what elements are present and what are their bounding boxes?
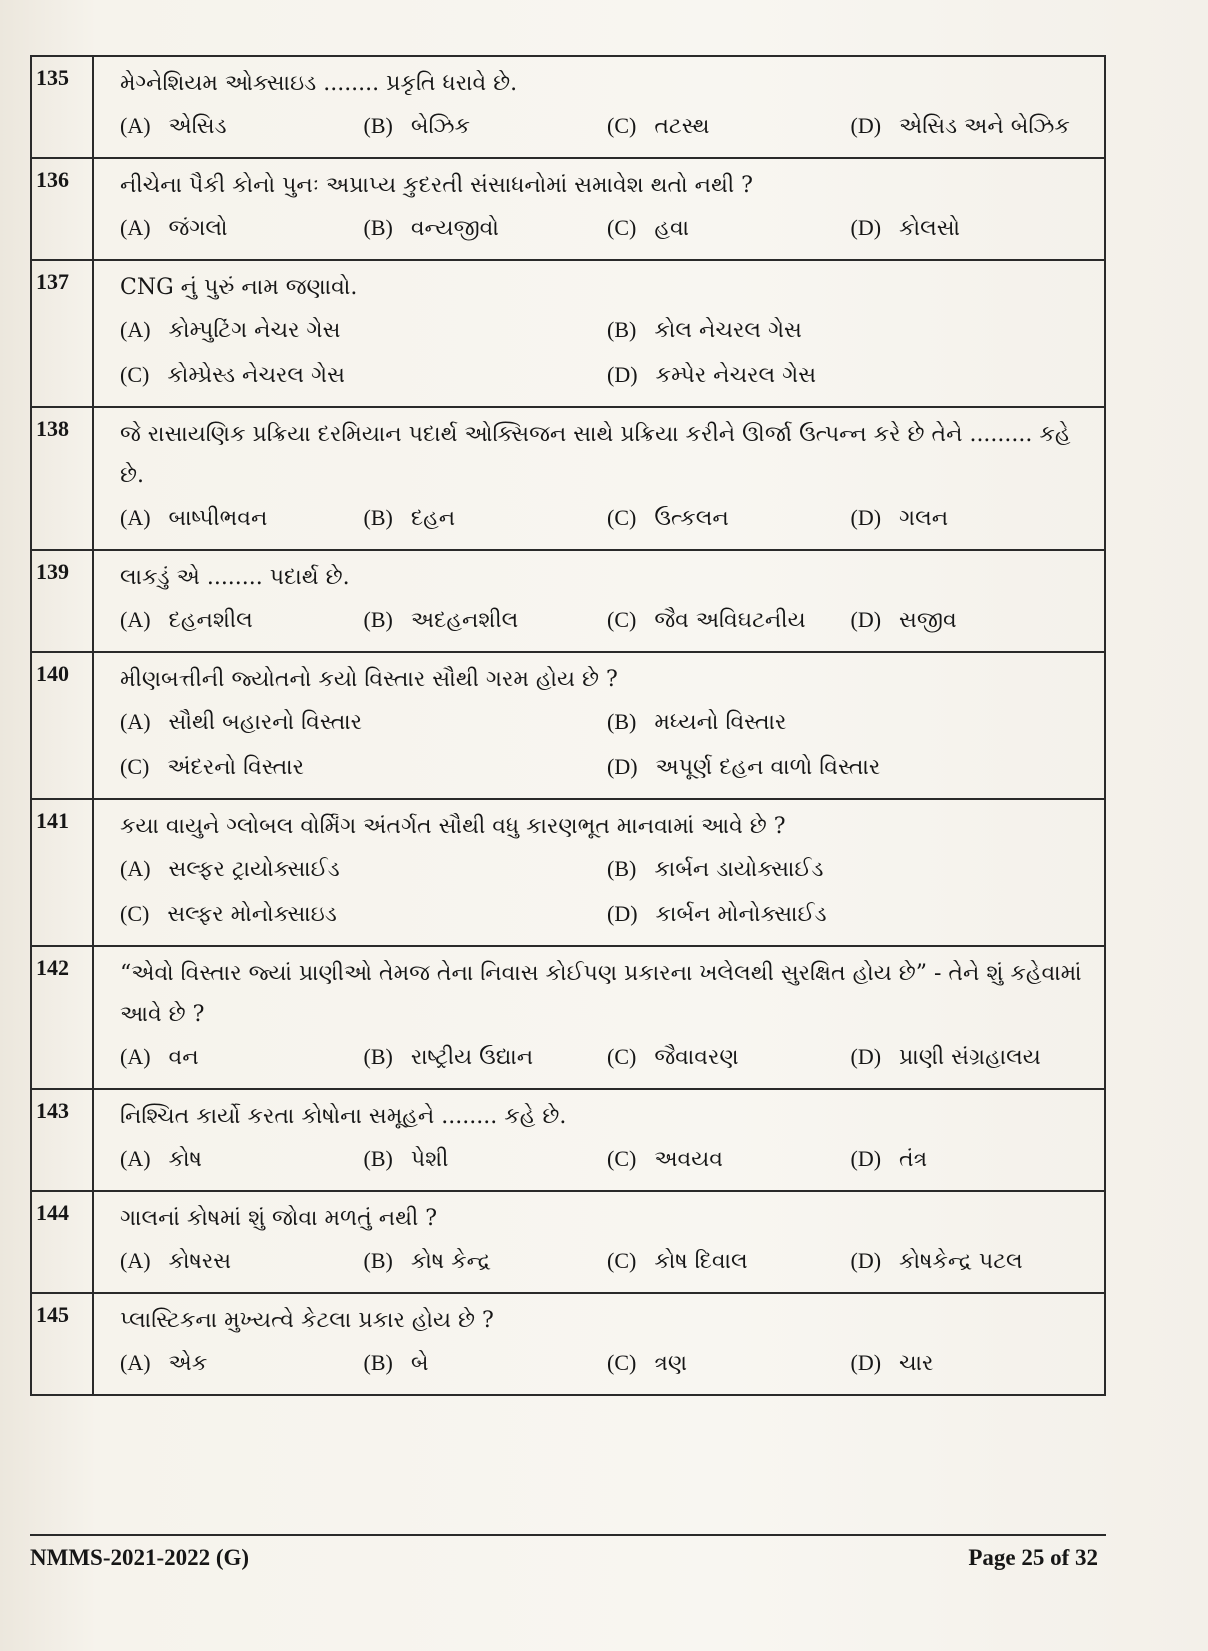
option-text: દહન [410, 506, 456, 531]
option [851, 1035, 1095, 1080]
option-list [120, 1137, 1094, 1182]
option-letter: (C) [607, 113, 637, 138]
question-list [31, 56, 1105, 1395]
option-list [120, 1035, 1094, 1080]
option-text: પ્રાણી સંગ્રહાલય [899, 1045, 1041, 1070]
question-body [93, 1293, 1105, 1395]
option-letter: (D) [850, 215, 882, 240]
option [120, 496, 364, 541]
question-row [31, 56, 1105, 158]
option-letter: (C) [607, 607, 637, 632]
option-letter: (A) [120, 1248, 151, 1273]
option [120, 353, 607, 398]
question-number: 138 [31, 407, 93, 550]
question-text: પ્લાસ્ટિકના મુખ્યત્વે કેટલા પ્રકાર હોય છે ? [120, 1308, 494, 1333]
question-text: “એવો વિસ્તાર જ્યાં પ્રાણીઓ તેમજ તેના નિવાસ કોઈપણ પ્રકારના ખલેલથી સુરક્ષિત હોય છે” - તેને શું કહેવામાં આવે છે ? [120, 961, 1082, 1027]
option [851, 496, 1095, 541]
option-letter: (D) [850, 607, 882, 632]
option-text: મધ્યનો વિસ્તાર [654, 710, 787, 735]
option-letter: (A) [120, 215, 151, 240]
option [364, 1341, 608, 1386]
option-letter: (D) [850, 1146, 882, 1171]
option [120, 104, 364, 149]
option-letter: (B) [607, 856, 637, 881]
option [607, 308, 1094, 353]
footer-rule [30, 1534, 1106, 1536]
option-letter: (A) [120, 1146, 151, 1171]
option [120, 700, 607, 745]
option [364, 104, 608, 149]
option-text: ગલન [899, 506, 949, 531]
option-text: જૈવ અવિઘટનીય [654, 608, 806, 633]
option-text: પેશી [410, 1147, 449, 1172]
option-list [120, 206, 1094, 251]
option-letter: (A) [120, 113, 151, 138]
option-text: એસિડ અને બેઝિક [899, 114, 1070, 139]
option [364, 1137, 608, 1182]
option-letter: (C) [607, 215, 637, 240]
option-letter: (A) [120, 607, 151, 632]
option [120, 308, 607, 353]
option [607, 745, 1094, 790]
option-text: જૈવાવરણ [654, 1045, 739, 1070]
question-number: 142 [31, 946, 93, 1089]
question-text: જે રાસાયણિક પ્રક્રિયા દરમિયાન પદાર્થ ઓક્સિજન સાથે પ્રક્રિયા કરીને ઊર્જા ઉત્પન્ન કરે છે તેને ......... કહે છે. [120, 422, 1071, 488]
question-row [31, 158, 1105, 260]
option-list [120, 308, 1094, 398]
question-body [93, 1089, 1105, 1191]
option [364, 206, 608, 251]
option-letter: (C) [120, 362, 150, 387]
option-letter: (B) [607, 709, 637, 734]
question-number: 136 [31, 158, 93, 260]
question-body [93, 407, 1105, 550]
question-body [93, 550, 1105, 652]
option-list [120, 847, 1094, 937]
option-text: અપૂર્ણ દહન વાળો વિસ્તાર [655, 755, 881, 780]
option-letter: (A) [120, 317, 151, 342]
option-text: સલ્ફર ટ્રાયોક્સાઈડ [168, 857, 340, 882]
option [120, 745, 607, 790]
option [607, 1341, 851, 1386]
option [120, 1137, 364, 1182]
option-letter: (B) [363, 607, 393, 632]
option [607, 104, 851, 149]
option-text: સૌથી બહારનો વિસ્તાર [168, 710, 363, 735]
option [120, 892, 607, 937]
option-text: બાષ્પીભવન [168, 506, 268, 531]
option-letter: (C) [120, 754, 150, 779]
option-letter: (A) [120, 1350, 151, 1375]
question-body [93, 799, 1105, 946]
option [364, 1035, 608, 1080]
option [851, 206, 1095, 251]
option-text: ત્રણ [654, 1351, 688, 1376]
question-row [31, 799, 1105, 946]
option-list [120, 700, 1094, 790]
option-letter: (A) [120, 856, 151, 881]
question-number: 144 [31, 1191, 93, 1293]
question-number: 145 [31, 1293, 93, 1395]
option-text: અવયવ [654, 1147, 723, 1172]
question-text: ગાલનાં કોષમાં શું જોવા મળતું નથી ? [120, 1206, 438, 1231]
option-text: જંગલો [168, 216, 228, 241]
option-letter: (C) [607, 1350, 637, 1375]
option-text: તટસ્થ [654, 114, 710, 139]
option [120, 1239, 364, 1284]
question-body [93, 1191, 1105, 1293]
option-text: કમ્પેર નેચરલ ગેસ [655, 363, 817, 388]
option [851, 104, 1095, 149]
option-letter: (B) [363, 1146, 393, 1171]
option-text: તંત્ર [899, 1147, 928, 1172]
option-text: ઉત્કલન [654, 506, 729, 531]
option-text: અંદરનો વિસ્તાર [167, 755, 305, 780]
option [364, 598, 608, 643]
option-text: એક [168, 1351, 208, 1376]
option-letter: (D) [850, 1350, 882, 1375]
question-body [93, 158, 1105, 260]
option [120, 1341, 364, 1386]
option-letter: (D) [607, 901, 638, 926]
question-text: મીણબત્તીની જ્યોતનો કયો વિસ્તાર સૌથી ગરમ હોય છે ? [120, 667, 618, 692]
option-letter: (A) [120, 1044, 151, 1069]
question-number: 137 [31, 260, 93, 407]
option-list [120, 496, 1094, 541]
option-letter: (D) [850, 505, 882, 530]
question-text: લાકડું એ ........ પદાર્થ છે. [120, 565, 350, 590]
question-text: નીચેના પૈકી કોનો પુનઃ અપ્રાપ્ય કુદરતી સંસાધનોમાં સમાવેશ થતો નથી ? [120, 173, 753, 198]
option-text: હવા [654, 216, 690, 241]
option-text: કોમ્પુટિંગ નેચર ગેસ [168, 318, 341, 343]
option-text: સલ્ફર મોનોક્સાઇડ [167, 902, 337, 927]
question-row [31, 550, 1105, 652]
question-table [30, 55, 1106, 1396]
question-number: 135 [31, 56, 93, 158]
option [607, 206, 851, 251]
option-text: અદહનશીલ [410, 608, 519, 633]
question-text: નિશ્ચિત કાર્યો કરતા કોષોના સમૂહને ........ કહે છે. [120, 1104, 567, 1129]
option-letter: (D) [850, 1248, 882, 1273]
question-text: કયા વાયુને ગ્લોબલ વોર્મિંગ અંતર્ગત સૌથી વધુ કારણભૂત માનવામાં આવે છે ? [120, 814, 786, 839]
option-text: કોલસો [899, 216, 961, 241]
option-text: કાર્બન ડાયોક્સાઈડ [654, 857, 824, 882]
option-text: વન્યજીવો [410, 216, 499, 241]
question-row [31, 1191, 1105, 1293]
question-row [31, 407, 1105, 550]
option-text: એસિડ [168, 114, 227, 139]
option-text: ચાર [899, 1351, 934, 1376]
option [120, 847, 607, 892]
question-number: 141 [31, 799, 93, 946]
exam-code: NMMS-2021-2022 (G) [30, 1545, 250, 1570]
option [607, 598, 851, 643]
option-text: વન [168, 1045, 199, 1070]
question-body [93, 56, 1105, 158]
option [851, 1137, 1095, 1182]
option [364, 1239, 608, 1284]
option [607, 1239, 851, 1284]
question-row [31, 1293, 1105, 1395]
option-letter: (D) [607, 362, 638, 387]
option-letter: (B) [363, 215, 393, 240]
option-letter: (A) [120, 709, 151, 734]
option-letter: (D) [607, 754, 638, 779]
option-text: કોષરસ [168, 1249, 232, 1274]
question-body [93, 260, 1105, 407]
option [120, 598, 364, 643]
option-letter: (B) [363, 505, 393, 530]
option-letter: (C) [120, 901, 150, 926]
question-body [93, 946, 1105, 1089]
option [607, 496, 851, 541]
option-letter: (B) [363, 1350, 393, 1375]
question-text: CNG નું પુરું નામ જણાવો. [120, 275, 358, 300]
question-row [31, 260, 1105, 407]
option-text: કોમ્પ્રેસ્ડ નેચરલ ગેસ [167, 363, 345, 388]
option-letter: (C) [607, 1044, 637, 1069]
option-text: કોલ નેચરલ ગેસ [654, 318, 802, 343]
option [851, 598, 1095, 643]
option-list [120, 598, 1094, 643]
option-letter: (C) [607, 505, 637, 530]
option-letter: (C) [607, 1146, 637, 1171]
option-text: કોષ કેન્દ્ર [410, 1249, 491, 1274]
option-text: સજીવ [899, 608, 957, 633]
option [851, 1239, 1095, 1284]
question-number: 140 [31, 652, 93, 799]
option [607, 1035, 851, 1080]
option [607, 892, 1094, 937]
option [120, 206, 364, 251]
option-list [120, 1239, 1094, 1284]
option-letter: (C) [607, 1248, 637, 1273]
option-letter: (D) [850, 1044, 882, 1069]
option-text: રાષ્ટ્રીય ઉદ્યાન [410, 1045, 534, 1070]
option-text: કાર્બન મોનોક્સાઈડ [655, 902, 827, 927]
question-row [31, 1089, 1105, 1191]
option-text: કોષ [168, 1147, 202, 1172]
question-text: મેગ્નેશિયમ ઓક્સાઇડ ........ પ્રકૃતિ ધરાવે છે. [120, 71, 518, 96]
option-text: દહનશીલ [168, 608, 253, 633]
option [851, 1341, 1095, 1386]
option [607, 353, 1094, 398]
question-number: 139 [31, 550, 93, 652]
option-list [120, 1341, 1094, 1386]
option-text: કોષકેન્દ્ર પટલ [899, 1249, 1023, 1274]
option-list [120, 104, 1094, 149]
option-letter: (B) [607, 317, 637, 342]
option-letter: (D) [850, 113, 882, 138]
option-text: બે [410, 1351, 429, 1376]
option [607, 847, 1094, 892]
question-number: 143 [31, 1089, 93, 1191]
option-letter: (A) [120, 505, 151, 530]
option [607, 700, 1094, 745]
question-row [31, 652, 1105, 799]
option [120, 1035, 364, 1080]
page-number: Page 25 of 32 [968, 1545, 1098, 1570]
option-letter: (B) [363, 1248, 393, 1273]
question-body [93, 652, 1105, 799]
option-text: બેઝિક [410, 114, 470, 139]
option-letter: (B) [363, 113, 393, 138]
option [364, 496, 608, 541]
option [607, 1137, 851, 1182]
option-letter: (B) [363, 1044, 393, 1069]
option-text: કોષ દિવાલ [654, 1249, 748, 1274]
question-row [31, 946, 1105, 1089]
